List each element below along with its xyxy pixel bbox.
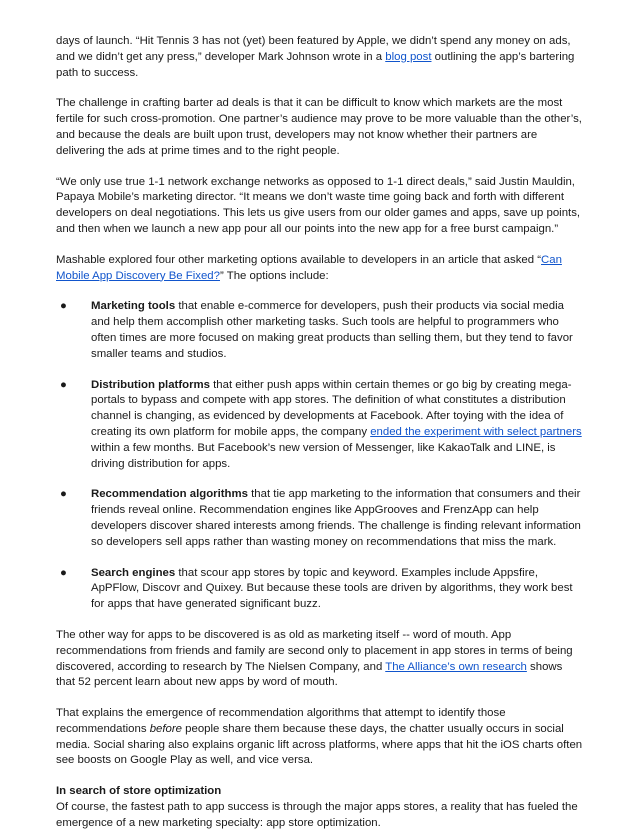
list-item-search-engines: ● Search engines that scour app stores by topic and keyword. Examples include Appsfire, ApPFlow, Discovr and Quixey. But because these tools are driven by algorithms, they work best for apps that have generated significant buzz. bbox=[60, 566, 573, 611]
marketing-options-list bbox=[56, 299, 584, 613]
list-item-recommendation-algorithms: ● Recommendation algorithms that tie app marketing to the information that consumers and their friends reveal online. Recommendation engines like AppGrooves and FrenzApp can help developers discover shared interests among friends. The challenge is finding relevant information so developers sell apps rather than wasting money on recommendations that miss the mark. bbox=[60, 488, 581, 548]
bullet-icon: ● bbox=[60, 300, 67, 313]
section-heading: In search of store optimization bbox=[56, 785, 222, 798]
paragraph-word-of-mouth: The other way for apps to be discovered is as old as marketing itself -- word of mouth. App recommendations from friends and family are second only to placement in app stores in terms of being discovered, according to research by The Nielsen Company, and The Alliance’s own research shows that 52 percent learn about new apps by word of mouth. bbox=[56, 628, 573, 689]
paragraph-launch: days of launch. “Hit Tennis 3 has not (yet) been featured by Apple, we didn’t spend any money on ads, and we didn’t get any press,” developer Mark Johnson wrote in a blog post outlining the app’s bartering path to success. bbox=[56, 35, 575, 79]
list-item-marketing-tools: ● Marketing tools that enable e-commerce for developers, push their products via social media and help them accomplish other marketing tasks. Such tools are helpful to programmers who often times are more focused on making great products than selling them, but they tend to favor smaller teams and studios. bbox=[60, 300, 573, 360]
mashable-article-link[interactable]: Can Mobile App Discovery Be Fixed? bbox=[56, 253, 562, 282]
alliance-research-link[interactable]: The Alliance’s own research bbox=[385, 660, 527, 673]
paragraph-barter-challenge: The challenge in crafting barter ad deals is that it can be difficult to know which markets are the most fertile for such cross-promotion. One partner’s audience may prove to be more valuable than the other’s, and because the deals are built upon trust, developers may not know whether their partners are delivering the ads at prime times and to the right people. bbox=[56, 97, 582, 157]
bullet-icon: ● bbox=[60, 378, 67, 391]
paragraph-recommendation-emergence: That explains the emergence of recommendation algorithms that attempt to identify those recommendations before people share them because these days, the chatter usually occurs in social media. Social sharing also explains organic lift across platforms, where apps that hit the iOS charts often see boosts on Google Play as well, and vice versa. bbox=[56, 707, 583, 767]
bullet-icon: ● bbox=[60, 488, 67, 501]
paragraph-mashable: Mashable explored four other marketing options available to developers in an article that asked “Can Mobile App Discovery Be Fixed?” The options include: bbox=[56, 253, 562, 282]
blog-post-link[interactable]: blog post bbox=[385, 50, 432, 63]
list-item-distribution-platforms: ● Distribution platforms that either push apps within certain themes or go big by creating mega-portals to bypass and compete with app stores. The definition of what constitutes a distribution channel is changing, as evidenced by developments at Facebook. After toying with the idea of creating its own platform for mobile apps, the company ended the experiment with select partners within a few months. But Facebook’s new version of Messenger, like KakaoTalk and LINE, is driving distribution for apps. bbox=[60, 378, 582, 470]
paragraph-quote-mauldin: “We only use true 1-1 network exchange networks as opposed to 1-1 direct deals,” said Justin Mauldin, Papaya Mobile’s marketing director. “It means we don’t waste time going back and forth with different developers on deal negotiations. This lets us give users from our older games and apps, save up points, and then when we launch a new app pour all our points into the new app for a free burst campaign.” bbox=[56, 175, 581, 235]
bullet-icon: ● bbox=[60, 566, 67, 579]
facebook-experiment-link[interactable]: ended the experiment with select partners bbox=[370, 425, 582, 438]
document-page bbox=[56, 34, 584, 832]
paragraph-store-optimization: Of course, the fastest path to app success is through the major apps stores, a reality that has fueled the emergence of a new marketing specialty: app store optimization. bbox=[56, 801, 578, 829]
section-store-optimization bbox=[56, 784, 584, 831]
